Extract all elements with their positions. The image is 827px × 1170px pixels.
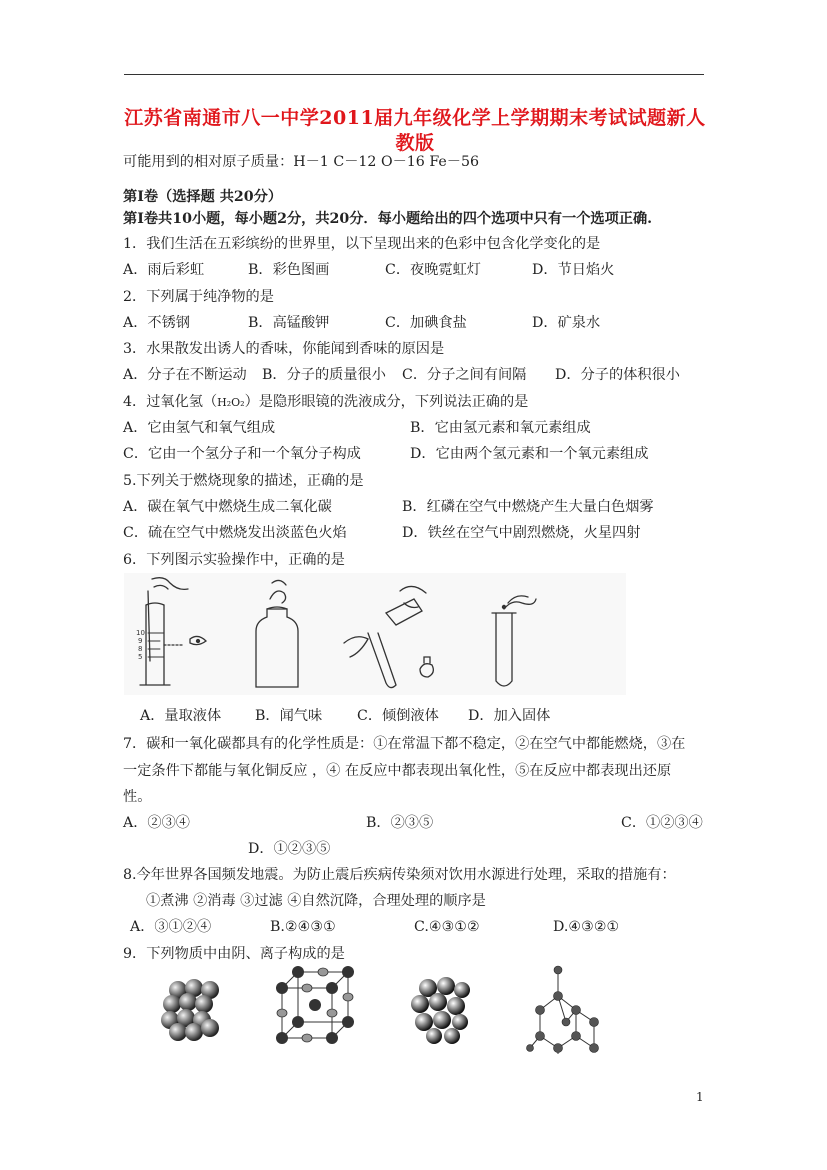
ionic-lattice-cube-icon [268, 964, 364, 1056]
q7-option-a: A．②③④ [123, 815, 190, 831]
q5-option-a: A．碳在氧气中燃烧生成二氧化碳 [123, 499, 332, 515]
q9-structure-3 [406, 968, 502, 1050]
close-packed-spheres-icon [156, 968, 252, 1050]
diamond-structure-icon [526, 962, 622, 1056]
q6-option-b: B．闻气味 [255, 708, 323, 724]
question-8-stem-line1: 8.今年世界各国频发地震。为防止震后疾病传染须对饮用水源进行处理，采取的措施有： [123, 867, 676, 883]
q4-option-d: D．它由两个氢元素和一个氧元素组成 [410, 446, 649, 462]
q4-stem-post: ）是隐形眼镜的洗液成分，下列说法正确的是 [244, 394, 529, 410]
page-number: 1 [696, 1090, 704, 1104]
q9-structure-2 [268, 964, 364, 1056]
q5-option-b: B．红磷在空气中燃烧产生大量白色烟雾 [402, 499, 654, 515]
question-6-stem: 6．下列图示实验操作中，正确的是 [123, 552, 345, 568]
q1-option-d: D．节日焰火 [532, 262, 615, 278]
q6-experiment-figure [124, 573, 626, 695]
q1-option-c: C．夜晚霓虹灯 [385, 262, 481, 278]
atomic-masses: 可能用到的相对原子质量：H－1 C－12 O－16 Fe－56 [123, 154, 480, 170]
q1-option-b: B．彩色图画 [248, 262, 330, 278]
question-7-stem-line1: 7．碳和一氧化碳都具有的化学性质是：①在常温下都不稳定，②在空气中都能燃烧，③在 [123, 736, 686, 752]
q4-option-b: B．它由氢元素和氧元素组成 [410, 420, 591, 436]
question-7-stem-line3: 性。 [123, 789, 152, 805]
q8-option-a: A．③①②④ [130, 919, 212, 935]
q5-option-c: C．硫在空气中燃烧发出淡蓝色火焰 [123, 525, 347, 541]
q5-option-d: D．铁丝在空气中剧烈燃烧，火星四射 [402, 525, 641, 541]
page-title-line2: 教版 [395, 132, 435, 154]
cylinder-tick-5: 5 [138, 653, 143, 661]
page-title-line1: 江苏省南通市八一中学2011届九年级化学上学期期末考试试题新人 [124, 107, 706, 129]
q8-option-d: D.④③②① [553, 919, 620, 935]
section-instruction: 第Ⅰ卷共10小题，每小题2分，共20分．每小题给出的四个选项中只有一个选项正确. [123, 211, 653, 227]
metal-spheres-icon [406, 968, 502, 1050]
question-4-stem [123, 393, 528, 412]
question-7-stem-line2: 一定条件下都能与氧化铜反应 ，④ 在反应中都表现出氧化性，⑤在反应中都表现出还原 [123, 763, 672, 779]
q1-option-a: A．雨后彩虹 [123, 262, 205, 278]
q3-option-d: D．分子的体积很小 [555, 367, 680, 383]
q6-option-a: A．量取液体 [140, 708, 222, 724]
q7-option-d: D．①②③⑤ [248, 841, 331, 857]
question-5-stem: 5.下列关于燃烧现象的描述，正确的是 [123, 473, 364, 489]
question-9-stem: 9．下列物质中由阴、离子构成的是 [123, 946, 345, 962]
q6-option-d: D．加入固体 [468, 708, 551, 724]
question-2-stem: 2．下列属于纯净物的是 [123, 289, 274, 305]
section-heading: 第Ⅰ卷（选择题 共20分） [123, 189, 283, 205]
q4-option-a: A．它由氢气和氧气组成 [123, 420, 276, 436]
q7-option-c: C．①②③④ [621, 815, 703, 831]
q7-option-b: B．②③⑤ [366, 815, 434, 831]
header-rule [124, 74, 704, 75]
q2-option-c: C．加碘食盐 [385, 315, 467, 331]
question-8-stem-line2: ①煮沸 ②消毒 ③过滤 ④自然沉降，合理处理的顺序是 [146, 893, 486, 909]
q3-option-c: C．分子之间有间隔 [402, 367, 527, 383]
q2-option-b: B．高锰酸钾 [248, 315, 330, 331]
cylinder-tick-8: 8 [138, 645, 143, 653]
q2-option-a: A．不锈钢 [123, 315, 190, 331]
q8-option-b: B.②④③① [270, 919, 336, 935]
q4-formula: H₂O₂ [217, 396, 245, 409]
q9-structure-4 [526, 962, 622, 1056]
q8-option-c: C.④③①② [414, 919, 480, 935]
q2-option-d: D．矿泉水 [532, 315, 601, 331]
q3-option-a: A．分子在不断运动 [123, 367, 247, 383]
q4-option-c: C．它由一个氢分子和一个氧分子构成 [123, 446, 361, 462]
q6-option-c: C．倾倒液体 [357, 708, 439, 724]
cylinder-tick-9: 9 [138, 637, 143, 645]
q3-option-b: B．分子的质量很小 [262, 367, 386, 383]
question-3-stem: 3．水果散发出诱人的香味，你能闻到香味的原因是 [123, 341, 445, 357]
q4-stem-pre: 4．过氧化氢（ [123, 394, 218, 410]
experiment-illustrations [124, 573, 626, 695]
q9-structure-1 [156, 968, 252, 1050]
cylinder-tick-10: 10 [136, 629, 145, 637]
question-1-stem: 1．我们生活在五彩缤纷的世界里，以下呈现出来的色彩中包含化学变化的是 [123, 236, 601, 252]
